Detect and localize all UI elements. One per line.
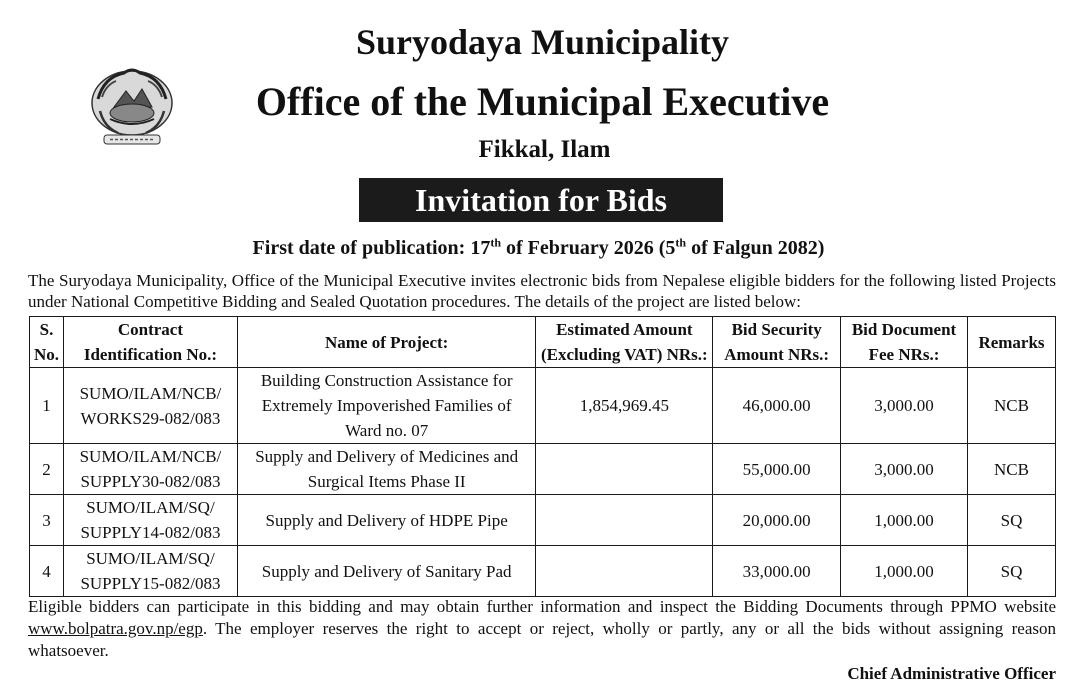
cell-bid-fee: 1,000.00 xyxy=(841,495,968,546)
table-header-row xyxy=(30,317,1056,368)
cell-remarks: SQ xyxy=(967,495,1055,546)
table-row xyxy=(30,495,1056,546)
table-row xyxy=(30,368,1056,444)
header-bid-fee: Bid Document Fee NRs.: xyxy=(841,317,968,368)
cell-project-name: Supply and Delivery of Medicines and Surgical Items Phase II xyxy=(237,444,536,495)
cell-contract-id: SUMO/ILAM/NCB/ WORKS29-082/083 xyxy=(63,368,237,444)
cell-estimated-amount: 1,854,969.45 xyxy=(536,368,713,444)
header-remarks: Remarks xyxy=(967,317,1055,368)
cell-sno: 2 xyxy=(30,444,64,495)
notice-title: Invitation for Bids xyxy=(359,178,723,222)
cell-contract-id: SUMO/ILAM/NCB/ SUPPLY30-082/083 xyxy=(63,444,237,495)
cell-sno: 4 xyxy=(30,546,64,597)
cell-remarks: SQ xyxy=(967,546,1055,597)
cell-project-name: Supply and Delivery of Sanitary Pad xyxy=(237,546,536,597)
publication-month-year: of February 2026 ( xyxy=(501,237,666,259)
cell-bid-fee: 3,000.00 xyxy=(841,444,968,495)
publication-label: First date of publication: xyxy=(252,237,471,259)
cell-bid-fee: 3,000.00 xyxy=(841,368,968,444)
header-estimated-amount: Estimated Amount (Excluding VAT) NRs.: xyxy=(536,317,713,368)
header-project-name: Name of Project: xyxy=(237,317,536,368)
cell-bid-security: 20,000.00 xyxy=(713,495,841,546)
cell-estimated-amount xyxy=(536,444,713,495)
publication-day: 17 xyxy=(470,237,491,259)
municipality-name: Suryodaya Municipality xyxy=(355,22,730,62)
signature-title: Chief Administrative Officer xyxy=(847,664,1056,683)
cell-contract-id: SUMO/ILAM/SQ/ SUPPLY14-082/083 xyxy=(63,495,237,546)
cell-bid-security: 55,000.00 xyxy=(713,444,841,495)
cell-bid-security: 46,000.00 xyxy=(713,368,841,444)
office-name: Office of the Municipal Executive xyxy=(255,79,830,124)
header-contract-id: Contract Identification No.: xyxy=(63,317,237,368)
cell-estimated-amount xyxy=(536,546,713,597)
table-row xyxy=(30,546,1056,597)
publication-day-suffix: th xyxy=(490,235,501,250)
cell-contract-id: SUMO/ILAM/SQ/ SUPPLY15-082/083 xyxy=(63,546,237,597)
cell-remarks: NCB xyxy=(967,444,1055,495)
header-bid-security: Bid Security Amount NRs.: xyxy=(713,317,841,368)
intro-paragraph: The Suryodaya Municipality, Office of the Municipal Executive invites electronic bids from Nepalese eligible bidders for the following listed Projects under National Competitive Bidding and Sealed Quotation procedures. The details of the project are listed below: xyxy=(28,271,1056,311)
footer-text-before: Eligible bidders can participate in this bidding and may obtain further information and inspect the Bidding Documents through PPMO website xyxy=(28,597,1056,616)
footer-paragraph xyxy=(28,596,1056,662)
header-sno: S. No. xyxy=(30,317,64,368)
publication-np-month-year: of Falgun 2082) xyxy=(686,237,825,259)
publication-np-day: 5 xyxy=(665,237,676,259)
footer-text-after: . The employer reserves the right to accept or reject, wholly or partly, any or all the bids without assigning reason whatsoever. xyxy=(28,619,1056,660)
cell-bid-fee: 1,000.00 xyxy=(841,546,968,597)
cell-sno: 1 xyxy=(30,368,64,444)
cell-remarks: NCB xyxy=(967,368,1055,444)
cell-sno: 3 xyxy=(30,495,64,546)
publication-np-suffix: th xyxy=(675,235,687,250)
cell-estimated-amount xyxy=(536,495,713,546)
cell-bid-security: 33,000.00 xyxy=(713,546,841,597)
office-location: Fikkal, Ilam xyxy=(478,136,611,163)
publication-date xyxy=(0,235,1077,261)
cell-project-name: Building Construction Assistance for Extremely Impoverished Families of Ward no. 07 xyxy=(237,368,536,444)
table-row xyxy=(30,444,1056,495)
cell-project-name: Supply and Delivery of HDPE Pipe xyxy=(237,495,536,546)
bids-table xyxy=(29,316,1056,597)
ppmo-website-link[interactable]: www.bolpatra.gov.np/egp xyxy=(28,619,203,638)
